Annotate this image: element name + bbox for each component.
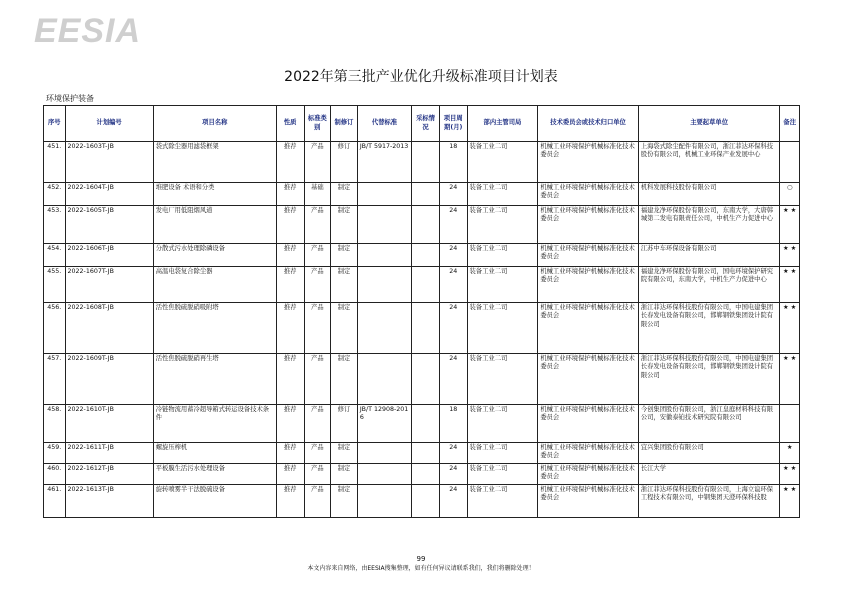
cell-revise: 修订	[331, 142, 358, 183]
cell-mark: ★ ★	[780, 354, 800, 405]
cell-revise: 制定	[331, 303, 358, 354]
cell-replace	[357, 206, 411, 244]
cell-plan: 2022-1606T-JB	[65, 244, 153, 267]
cell-no: 451.	[44, 142, 66, 183]
cell-drafter: 福建龙净环保股份有限公司，东南大学，大唐韩城第二发电有限责任公司，中机生产力促进中心	[638, 206, 780, 244]
cell-adopt	[412, 183, 440, 206]
header-cell: 计划编号	[65, 106, 153, 142]
cell-period: 24	[439, 443, 467, 464]
cell-replace: JB/T 12908-2016	[357, 405, 411, 443]
cell-period: 24	[439, 303, 467, 354]
cell-name: 发电厂用低阻烟风道	[153, 206, 276, 244]
cell-tc: 机械工业环境保护机械标准化技术委员会	[538, 405, 639, 443]
cell-mark: ★ ★	[780, 464, 800, 485]
cell-nature: 推荐	[276, 244, 304, 267]
cell-name: 平板膜生活污水处理设备	[153, 464, 276, 485]
cell-revise: 制定	[331, 206, 358, 244]
cell-nature: 推荐	[276, 183, 304, 206]
cell-period: 24	[439, 267, 467, 303]
cell-drafter: 江苏中车环保设备有限公司	[638, 244, 780, 267]
cell-plan: 2022-1610T-JB	[65, 405, 153, 443]
cell-plan: 2022-1612T-JB	[65, 464, 153, 485]
cell-drafter: 浙江菲达环保科技股份有限公司，中国电建集团长春发电设备有限公司，邯郸钢铁集团设计院有限公司	[638, 303, 780, 354]
cell-dept: 装备工业二司	[467, 206, 538, 244]
cell-adopt	[412, 464, 440, 485]
cell-dept: 装备工业二司	[467, 405, 538, 443]
cell-plan: 2022-1613T-JB	[65, 485, 153, 518]
cell-no: 454.	[44, 244, 66, 267]
cell-revise: 制定	[331, 183, 358, 206]
eesia-logo: EESIA	[34, 12, 142, 50]
cell-replace	[357, 183, 411, 206]
cell-type: 产品	[304, 405, 331, 443]
cell-name: 高温电袋复合除尘器	[153, 267, 276, 303]
cell-drafter: 今创集团股份有限公司，浙江皇庭材料科技有限公司，安徽泰铂技术研究院有限公司	[638, 405, 780, 443]
cell-mark: ○	[780, 183, 800, 206]
cell-revise: 制定	[331, 244, 358, 267]
cell-nature: 推荐	[276, 206, 304, 244]
cell-drafter: 宜兴集团股份有限公司	[638, 443, 780, 464]
header-cell: 制修订	[331, 106, 358, 142]
cell-plan: 2022-1607T-JB	[65, 267, 153, 303]
cell-nature: 推荐	[276, 485, 304, 518]
cell-adopt	[412, 354, 440, 405]
cell-drafter: 长江大学	[638, 464, 780, 485]
header-cell: 项目名称	[153, 106, 276, 142]
cell-type: 产品	[304, 303, 331, 354]
table-row	[44, 267, 800, 303]
cell-replace	[357, 354, 411, 405]
cell-dept: 装备工业二司	[467, 142, 538, 183]
cell-nature: 推荐	[276, 405, 304, 443]
cell-dept: 装备工业二司	[467, 443, 538, 464]
cell-revise: 制定	[331, 485, 358, 518]
cell-name: 堆肥设备 术语和分类	[153, 183, 276, 206]
section-label: 环境保护装备	[46, 94, 94, 103]
cell-dept: 装备工业二司	[467, 485, 538, 518]
table-row	[44, 183, 800, 206]
cell-type: 产品	[304, 443, 331, 464]
cell-mark: ★ ★	[780, 244, 800, 267]
cell-dept: 装备工业二司	[467, 183, 538, 206]
cell-type: 产品	[304, 485, 331, 518]
cell-type: 基础	[304, 183, 331, 206]
cell-no: 456.	[44, 303, 66, 354]
cell-period: 24	[439, 183, 467, 206]
standards-table	[43, 105, 800, 518]
cell-type: 产品	[304, 464, 331, 485]
cell-tc: 机械工业环境保护机械标准化技术委员会	[538, 244, 639, 267]
header-cell: 技术委员会或技术归口单位	[538, 106, 639, 142]
cell-revise: 制定	[331, 354, 358, 405]
table-row	[44, 405, 800, 443]
cell-drafter: 浙江菲达环保科技股份有限公司，中国电建集团长春发电设备有限公司，邯郸钢铁集团设计院有限公司	[638, 354, 780, 405]
cell-no: 452.	[44, 183, 66, 206]
cell-no: 460.	[44, 464, 66, 485]
table-row	[44, 485, 800, 518]
header-cell: 标准类别	[304, 106, 331, 142]
cell-replace	[357, 244, 411, 267]
cell-mark: ★ ★	[780, 303, 800, 354]
cell-nature: 推荐	[276, 354, 304, 405]
cell-drafter: 上海袋式除尘配件有限公司，浙江菲达环保科技股份有限公司，机械工业环保产业发展中心	[638, 142, 780, 183]
cell-revise: 制定	[331, 443, 358, 464]
cell-dept: 装备工业二司	[467, 464, 538, 485]
cell-tc: 机械工业环境保护机械标准化技术委员会	[538, 206, 639, 244]
cell-no: 459.	[44, 443, 66, 464]
cell-no: 455.	[44, 267, 66, 303]
cell-dept: 装备工业二司	[467, 244, 538, 267]
table-row	[44, 142, 800, 183]
cell-adopt	[412, 267, 440, 303]
cell-tc: 机械工业环境保护机械标准化技术委员会	[538, 443, 639, 464]
cell-dept: 装备工业二司	[467, 303, 538, 354]
cell-adopt	[412, 303, 440, 354]
cell-period: 18	[439, 405, 467, 443]
cell-name: 旋转喷雾半干法脱硫设备	[153, 485, 276, 518]
cell-drafter: 机科发展科技股份有限公司	[638, 183, 780, 206]
cell-tc: 机械工业环境保护机械标准化技术委员会	[538, 303, 639, 354]
cell-mark: ★ ★	[780, 267, 800, 303]
table-row	[44, 206, 800, 244]
cell-replace	[357, 485, 411, 518]
cell-nature: 推荐	[276, 142, 304, 183]
footer-note: 本文内容来自网络，由EESIA搜集整理，如有任何异议请联系我们，我们将删除处理！	[307, 565, 535, 572]
cell-plan: 2022-1609T-JB	[65, 354, 153, 405]
cell-revise: 修订	[331, 405, 358, 443]
table-header-row	[44, 106, 800, 142]
cell-plan: 2022-1611T-JB	[65, 443, 153, 464]
cell-tc: 机械工业环境保护机械标准化技术委员会	[538, 354, 639, 405]
cell-no: 461.	[44, 485, 66, 518]
header-cell: 代替标准	[357, 106, 411, 142]
cell-mark: ★	[780, 443, 800, 464]
cell-period: 24	[439, 206, 467, 244]
table-row	[44, 464, 800, 485]
cell-mark	[780, 405, 800, 443]
cell-nature: 推荐	[276, 303, 304, 354]
cell-name: 螺旋压榨机	[153, 443, 276, 464]
cell-mark: ★ ★	[780, 485, 800, 518]
table-row	[44, 443, 800, 464]
cell-period: 24	[439, 485, 467, 518]
header-cell: 采标情况	[412, 106, 440, 142]
cell-replace	[357, 464, 411, 485]
cell-type: 产品	[304, 142, 331, 183]
page-number: 99	[416, 555, 426, 563]
cell-name: 冷链物流用蓄冷超导箱式转运设备技术条件	[153, 405, 276, 443]
cell-no: 458.	[44, 405, 66, 443]
cell-replace	[357, 443, 411, 464]
cell-adopt	[412, 485, 440, 518]
cell-plan: 2022-1605T-JB	[65, 206, 153, 244]
cell-period: 24	[439, 244, 467, 267]
cell-nature: 推荐	[276, 464, 304, 485]
cell-tc: 机械工业环境保护机械标准化技术委员会	[538, 267, 639, 303]
cell-dept: 装备工业二司	[467, 267, 538, 303]
cell-name: 活性焦脱硫脱硝再生塔	[153, 354, 276, 405]
cell-no: 457.	[44, 354, 66, 405]
cell-name: 活性焦脱硫脱硝吸附塔	[153, 303, 276, 354]
cell-nature: 推荐	[276, 267, 304, 303]
table-body	[44, 142, 800, 518]
cell-nature: 推荐	[276, 443, 304, 464]
cell-period: 24	[439, 354, 467, 405]
cell-plan: 2022-1604T-JB	[65, 183, 153, 206]
cell-dept: 装备工业二司	[467, 354, 538, 405]
cell-replace	[357, 267, 411, 303]
cell-no: 453.	[44, 206, 66, 244]
cell-type: 产品	[304, 206, 331, 244]
header-cell: 项目周期(月)	[439, 106, 467, 142]
cell-period: 18	[439, 142, 467, 183]
header-cell: 备注	[780, 106, 800, 142]
cell-tc: 机械工业环境保护机械标准化技术委员会	[538, 142, 639, 183]
cell-adopt	[412, 244, 440, 267]
cell-type: 产品	[304, 354, 331, 405]
table-row	[44, 303, 800, 354]
cell-name: 分散式污水处理除磷设备	[153, 244, 276, 267]
cell-adopt	[412, 443, 440, 464]
cell-replace	[357, 303, 411, 354]
cell-period: 24	[439, 464, 467, 485]
cell-adopt	[412, 142, 440, 183]
table-row	[44, 244, 800, 267]
cell-drafter: 福建龙净环保股份有限公司，国电环境保护研究院有限公司，东南大学，中机生产力促进中心	[638, 267, 780, 303]
cell-plan: 2022-1608T-JB	[65, 303, 153, 354]
cell-tc: 机械工业环境保护机械标准化技术委员会	[538, 485, 639, 518]
cell-tc: 机械工业环境保护机械标准化技术委员会	[538, 183, 639, 206]
cell-type: 产品	[304, 244, 331, 267]
cell-type: 产品	[304, 267, 331, 303]
table-row	[44, 354, 800, 405]
page-title: 2022年第三批产业优化升级标准项目计划表	[284, 69, 558, 85]
cell-mark	[780, 142, 800, 183]
cell-replace: JB/T 5917-2013	[357, 142, 411, 183]
header-cell: 主要起草单位	[638, 106, 780, 142]
cell-plan: 2022-1603T-JB	[65, 142, 153, 183]
cell-adopt	[412, 206, 440, 244]
cell-revise: 制定	[331, 464, 358, 485]
header-cell: 部内主管司局	[467, 106, 538, 142]
cell-name: 袋式除尘器用滤袋框架	[153, 142, 276, 183]
header-cell: 序号	[44, 106, 66, 142]
header-cell: 性质	[276, 106, 304, 142]
cell-drafter: 浙江菲达环保科技股份有限公司，上海立谊环保工程技术有限公司，中钢集团天澄环保科技股	[638, 485, 780, 518]
cell-revise: 制定	[331, 267, 358, 303]
cell-mark: ★ ★	[780, 206, 800, 244]
cell-adopt	[412, 405, 440, 443]
cell-tc: 机械工业环境保护机械标准化技术委员会	[538, 464, 639, 485]
